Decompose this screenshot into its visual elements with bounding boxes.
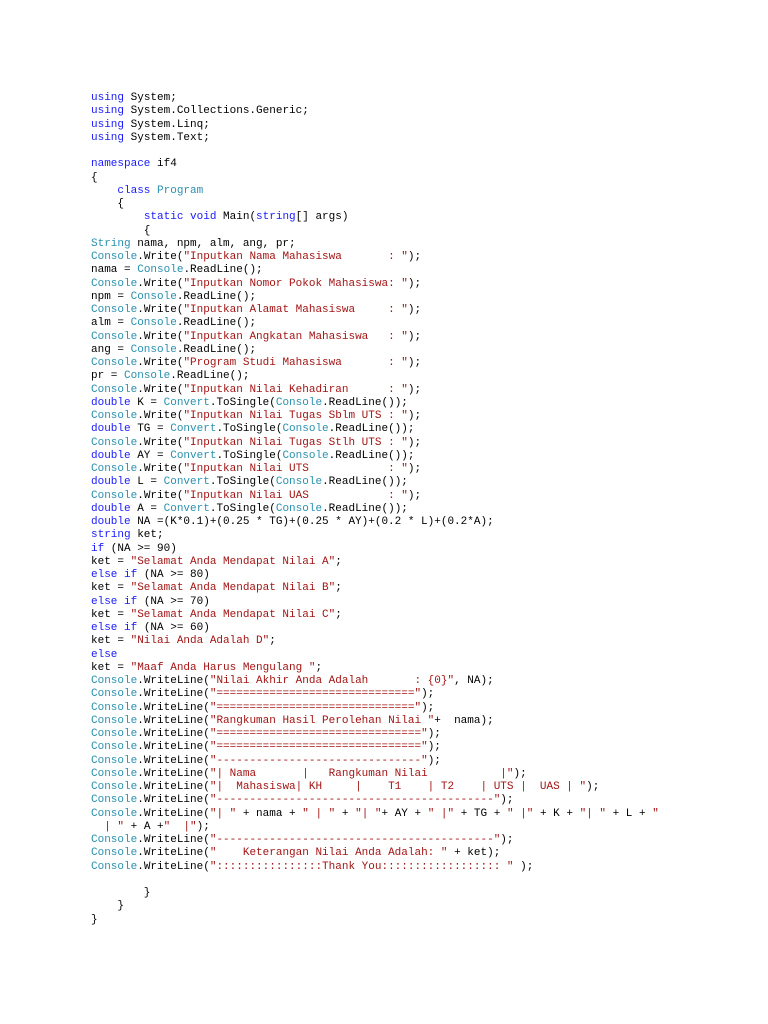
code-token: ); <box>407 383 422 396</box>
code-token: .ReadLine(); <box>176 343 257 356</box>
code-token: Console <box>91 383 138 396</box>
code-token: "Selamat Anda Mendapat Nilai C" <box>130 608 336 621</box>
code-token: ); <box>407 251 422 263</box>
code-line <box>91 622 659 635</box>
code-token: if <box>91 542 105 555</box>
code-token: + nama + <box>236 807 303 820</box>
code-token: AY = <box>130 449 171 462</box>
code-token: Console <box>91 741 138 754</box>
code-token: .WriteLine( <box>137 675 210 687</box>
code-line <box>91 331 659 344</box>
code-token: ); <box>407 463 422 475</box>
code-line <box>91 119 659 132</box>
code-line <box>91 251 659 264</box>
code-token: "Rangkuman Hasil Perolehan Nilai " <box>209 714 435 727</box>
code-line <box>91 914 659 927</box>
code-token: Console <box>137 264 184 277</box>
code-token: System; <box>124 92 177 104</box>
code-line <box>91 490 659 503</box>
code-token: "| " <box>579 807 606 820</box>
code-token: "::::::::::::::::Thank You:::::::::::::::::: " <box>209 860 514 873</box>
code-token: + A + <box>124 820 164 833</box>
code-line <box>91 569 659 582</box>
code-token: .WriteLine( <box>137 807 210 820</box>
code-token: (NA >= 80) <box>137 569 210 581</box>
code-token: Console <box>91 410 138 422</box>
code-token: Console <box>91 847 138 860</box>
code-token: nama, npm, alm, ang, pr; <box>130 237 296 250</box>
code-token: "-------------------------------" <box>209 754 428 767</box>
code-token: Console <box>130 290 177 303</box>
code-token: "Maaf Anda Harus Mengulang " <box>130 661 316 674</box>
code-token: ang = <box>91 343 131 356</box>
code-token: "==============================" <box>209 688 422 701</box>
code-token: .WriteLine( <box>137 794 210 807</box>
code-token: ); <box>421 688 435 701</box>
code-token: ); <box>500 794 514 807</box>
code-token: namespace <box>91 158 151 171</box>
code-line <box>91 278 659 291</box>
code-token: ); <box>513 767 527 780</box>
code-token: double <box>91 502 131 515</box>
code-token: ket = <box>91 582 131 595</box>
code-token: Console <box>91 277 138 290</box>
code-token: "Inputkan Nilai UTS : " <box>183 463 408 475</box>
code-token: ket = <box>91 635 131 648</box>
code-token: string <box>91 529 131 542</box>
code-line <box>91 821 659 834</box>
code-token: .Write( <box>137 330 184 343</box>
code-line <box>91 225 659 238</box>
code-token: using <box>91 131 125 144</box>
code-token: " | " <box>302 807 336 820</box>
code-line <box>91 529 659 542</box>
code-token: Console <box>91 304 138 316</box>
code-token: else <box>91 569 118 581</box>
code-line <box>91 437 659 450</box>
code-line <box>91 423 659 436</box>
code-token: ; <box>269 635 276 648</box>
code-token: Convert <box>163 396 210 409</box>
code-line <box>91 317 659 330</box>
code-line <box>91 450 659 463</box>
code-token: "Selamat Anda Mendapat Nilai B" <box>130 582 336 595</box>
code-token: "Nilai Akhir Anda Adalah : {0}" <box>209 675 455 687</box>
code-line <box>91 755 659 768</box>
code-token: ket = <box>91 661 131 674</box>
code-token: TG = <box>130 423 171 436</box>
code-line <box>91 900 659 913</box>
code-token: ); <box>407 436 422 449</box>
code-token: NA =(K*0.1)+(0.25 * TG)+(0.25 * AY)+(0.2 * L)+(0.2*A); <box>130 516 494 528</box>
code-token: .Write( <box>137 304 184 316</box>
code-token: Console <box>91 794 138 807</box>
code-token: using <box>91 105 125 118</box>
code-line <box>91 344 659 357</box>
code-token: "| " <box>355 807 382 820</box>
code-token: .ToSingle( <box>209 502 276 515</box>
code-line <box>91 808 659 821</box>
code-token: double <box>91 516 131 528</box>
code-token: + L + <box>605 807 653 820</box>
code-line <box>91 238 659 251</box>
code-token: { <box>91 171 98 184</box>
code-token: Console <box>91 754 138 767</box>
code-token: ); <box>407 330 422 343</box>
code-token: "===============================" <box>209 741 428 754</box>
code-token: .Write( <box>137 277 184 290</box>
code-token: "Selamat Anda Mendapat Nilai A" <box>130 555 336 568</box>
code-line <box>91 185 659 198</box>
code-token: .Write( <box>137 410 184 422</box>
code-token: Console <box>91 436 138 449</box>
code-token: .WriteLine( <box>137 754 210 767</box>
code-token: ket = <box>91 555 131 568</box>
code-token: ); <box>427 741 441 754</box>
code-token: Convert <box>163 502 210 515</box>
code-token: double <box>91 476 131 489</box>
code-token: + TG + <box>454 807 507 820</box>
code-token: (NA >= 90) <box>104 542 177 555</box>
code-token: ); <box>421 701 435 714</box>
code-token: .ReadLine(); <box>170 370 250 383</box>
code-line <box>91 649 659 662</box>
code-token: ket = <box>91 608 131 621</box>
code-token: "Program Studi Mahasiswa : " <box>183 357 408 369</box>
code-token: Console <box>91 728 138 740</box>
code-token: "===============================" <box>209 728 428 740</box>
code-token: void <box>190 211 217 224</box>
code-token: .ToSingle( <box>216 449 283 462</box>
code-line <box>91 410 659 423</box>
code-token: " |" <box>427 807 455 820</box>
code-line <box>91 291 659 304</box>
code-token: "| " <box>209 807 237 820</box>
code-token: nama = <box>91 264 138 277</box>
code-token: .ReadLine()); <box>328 423 415 436</box>
code-line <box>91 384 659 397</box>
code-line <box>91 847 659 860</box>
code-line <box>91 516 659 529</box>
code-line <box>91 357 659 370</box>
code-token: double <box>91 396 131 409</box>
code-line <box>91 741 659 754</box>
code-token: if4 <box>150 158 177 171</box>
code-line <box>91 728 659 741</box>
code-token: "==============================" <box>209 701 422 714</box>
code-token: .Write( <box>137 463 184 475</box>
code-token: + <box>335 807 356 820</box>
code-token: .Write( <box>137 251 184 263</box>
code-token: Console <box>282 449 329 462</box>
code-token: " <box>652 807 659 820</box>
code-token: npm = <box>91 290 131 303</box>
code-token: if <box>124 595 138 608</box>
code-token: .WriteLine( <box>137 701 210 714</box>
code-token: Convert <box>170 449 217 462</box>
code-token: .ReadLine()); <box>328 449 415 462</box>
code-token: double <box>91 449 131 462</box>
code-token: ); <box>513 860 534 873</box>
code-line <box>91 543 659 556</box>
code-token: ; <box>335 555 342 568</box>
code-token: .ToSingle( <box>216 423 283 436</box>
code-token: double <box>91 423 131 436</box>
code-token: [] args) <box>295 211 349 224</box>
code-token: .WriteLine( <box>137 860 210 873</box>
code-token: Console <box>91 714 138 727</box>
code-token: ket; <box>130 529 164 542</box>
code-token: } <box>91 913 98 926</box>
code-token: + nama); <box>434 714 494 727</box>
code-line <box>91 463 659 476</box>
code-token: "------------------------------------------" <box>209 834 501 846</box>
code-token: } <box>91 900 125 913</box>
code-token: "Inputkan Nilai Tugas Stlh UTS : " <box>183 436 408 449</box>
code-token: Console <box>91 357 138 369</box>
code-token: Main( <box>216 211 257 224</box>
code-line <box>91 635 659 648</box>
code-line <box>91 662 659 675</box>
code-line <box>91 861 659 874</box>
code-token: Console <box>91 489 138 502</box>
code-token: else <box>91 648 118 661</box>
code-token: ); <box>196 820 210 833</box>
code-token: else <box>91 622 118 634</box>
code-token: { <box>91 198 125 210</box>
code-line <box>91 794 659 807</box>
code-token <box>91 211 144 223</box>
code-token: ); <box>407 304 422 316</box>
code-line <box>91 172 659 185</box>
code-listing <box>91 92 659 927</box>
code-token: , NA); <box>454 675 494 687</box>
code-token: Console <box>130 317 177 330</box>
code-token: .Write( <box>137 357 184 369</box>
code-token: System.Linq; <box>124 118 210 131</box>
code-line <box>91 768 659 781</box>
code-token: "| Mahasiswa| KH | T1 | T2 | UTS | UAS | " <box>209 781 587 793</box>
code-token: "Inputkan Nomor Pokok Mahasiswa: " <box>183 277 408 290</box>
code-token: ); <box>407 410 422 422</box>
code-line <box>91 609 659 622</box>
code-token: .ReadLine()); <box>322 396 408 409</box>
code-line <box>91 675 659 688</box>
code-token: "Inputkan Angkatan Mahasiswa : " <box>183 330 408 343</box>
code-token: string <box>256 211 296 224</box>
code-token: Console <box>91 688 138 701</box>
code-token: .ReadLine()); <box>322 502 408 515</box>
code-line <box>91 145 659 158</box>
code-token: alm = <box>91 317 131 330</box>
code-token: Console <box>91 834 138 846</box>
code-token <box>91 185 117 197</box>
code-line <box>91 476 659 489</box>
code-token: .WriteLine( <box>137 688 210 701</box>
code-token: ); <box>407 489 422 502</box>
code-token: + K + <box>533 807 580 820</box>
code-line <box>91 158 659 171</box>
code-line <box>91 503 659 516</box>
code-token: Console <box>91 251 138 263</box>
code-token: static <box>143 211 184 224</box>
code-token: Console <box>91 701 138 714</box>
code-token: Console <box>91 675 138 687</box>
code-line <box>91 702 659 715</box>
code-token: ); <box>586 781 600 793</box>
code-token: ); <box>427 728 441 740</box>
code-line <box>91 370 659 383</box>
code-token: .WriteLine( <box>137 834 210 846</box>
code-token: .WriteLine( <box>137 728 210 740</box>
code-line <box>91 132 659 145</box>
code-token: "Inputkan Nilai Kehadiran : " <box>183 383 408 396</box>
code-line <box>91 198 659 211</box>
code-line <box>91 582 659 595</box>
code-token: Console <box>91 330 138 343</box>
code-token: else <box>91 595 118 608</box>
code-line <box>91 834 659 847</box>
code-token: .WriteLine( <box>137 741 210 754</box>
code-token: Console <box>282 423 329 436</box>
code-token: } <box>91 887 151 899</box>
code-line <box>91 92 659 105</box>
code-token: L = <box>130 476 164 489</box>
code-token: .ReadLine(); <box>176 317 257 330</box>
code-token: ; <box>335 582 342 595</box>
code-token: "------------------------------------------" <box>209 794 501 807</box>
code-token: "Inputkan Alamat Mahasiswa : " <box>183 304 408 316</box>
code-token: | " <box>91 820 125 833</box>
code-line <box>91 556 659 569</box>
code-token: .ReadLine(); <box>183 264 263 277</box>
code-token: .ToSingle( <box>209 476 276 489</box>
code-token: + ket); <box>447 847 501 860</box>
code-token: ; <box>335 608 342 621</box>
code-token: using <box>91 92 125 104</box>
code-token: " |" <box>163 820 197 833</box>
code-token: Console <box>275 476 323 489</box>
code-token: .Write( <box>137 489 184 502</box>
code-token: "Nilai Anda Adalah D" <box>130 635 270 648</box>
code-token: Console <box>91 807 138 820</box>
code-line <box>91 715 659 728</box>
code-token: .WriteLine( <box>137 767 210 780</box>
code-token: Console <box>124 370 171 383</box>
code-token: .Write( <box>137 383 184 396</box>
code-token: "Inputkan Nama Mahasiswa : " <box>183 251 408 263</box>
code-token: Program <box>157 184 204 197</box>
code-token: Convert <box>163 476 210 489</box>
code-line <box>91 874 659 887</box>
code-token: "Inputkan Nilai UAS : " <box>183 489 408 502</box>
code-token: ; <box>315 661 323 674</box>
code-token: Console <box>91 463 138 475</box>
code-token: + AY + <box>381 807 428 820</box>
code-line <box>91 596 659 609</box>
code-line <box>91 211 659 224</box>
code-token: .WriteLine( <box>137 714 210 727</box>
code-token: Console <box>91 860 138 873</box>
code-line <box>91 304 659 317</box>
code-token: if <box>124 622 138 634</box>
code-token: "| Nama | Rangkuman Nilai |" <box>209 767 514 780</box>
code-token: pr = <box>91 370 125 383</box>
code-line <box>91 105 659 118</box>
code-token: ); <box>407 357 422 369</box>
code-token: .ReadLine(); <box>176 290 257 303</box>
code-token: using <box>91 118 125 131</box>
code-token: "Inputkan Nilai Tugas Sblm UTS : " <box>183 410 408 422</box>
code-token: .Write( <box>137 436 184 449</box>
code-token: .WriteLine( <box>137 847 210 860</box>
code-token: Console <box>91 781 138 793</box>
code-token: { <box>91 224 151 237</box>
code-token: A = <box>130 502 164 515</box>
code-token: System.Text; <box>124 131 210 144</box>
code-token: Console <box>91 767 138 780</box>
code-token: System.Collections.Generic; <box>124 105 309 118</box>
code-token: Console <box>130 343 177 356</box>
code-line <box>91 264 659 277</box>
code-token: " Keterangan Nilai Anda Adalah: " <box>209 847 448 860</box>
code-token: if <box>124 569 138 581</box>
code-token: ); <box>427 754 441 767</box>
code-token: class <box>117 184 151 197</box>
code-token: K = <box>130 396 164 409</box>
code-line <box>91 887 659 900</box>
code-token: (NA >= 60) <box>137 622 210 634</box>
code-token: .WriteLine( <box>137 781 210 793</box>
code-token: (NA >= 70) <box>137 595 210 608</box>
code-line <box>91 781 659 794</box>
code-token: .ToSingle( <box>209 396 276 409</box>
code-token: ); <box>407 277 422 290</box>
code-token: .ReadLine()); <box>322 476 408 489</box>
code-token: Console <box>275 502 323 515</box>
code-token: " |" <box>506 807 534 820</box>
code-line <box>91 688 659 701</box>
code-token: Console <box>275 396 323 409</box>
code-token: ); <box>500 834 514 846</box>
code-line <box>91 397 659 410</box>
code-token: Convert <box>170 423 217 436</box>
code-token: String <box>91 237 131 250</box>
